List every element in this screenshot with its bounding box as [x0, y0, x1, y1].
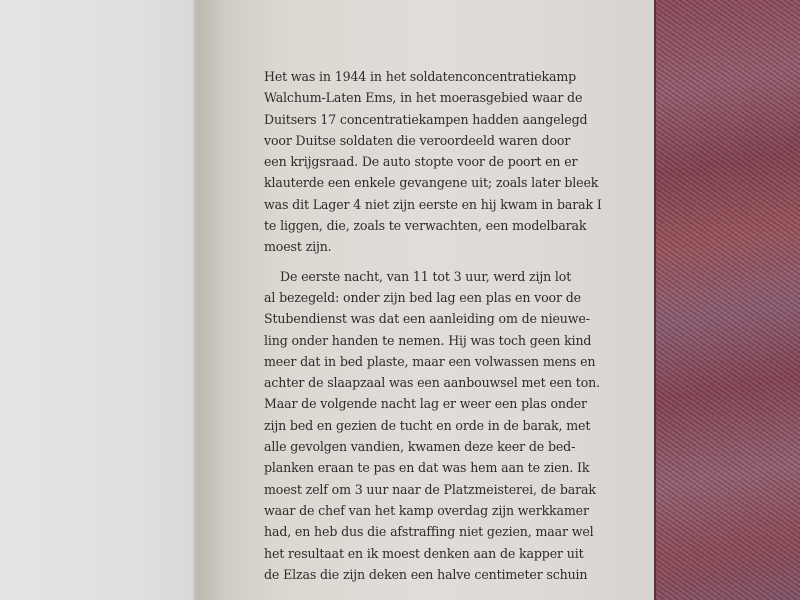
text-line: voor Duitse soldaten die veroordeeld waren door [264, 132, 571, 148]
text-line: te liggen, die, zoals te verwachten, een modelbarak [264, 218, 587, 234]
text-line: moest zelf om 3 uur naar de Platzmeisterei, de barak [264, 481, 596, 497]
text-line: meer dat in bed plaste, maar een volwassen mens en [264, 353, 596, 369]
text-line: klauterde een enkele gevangene uit; zoals later bleek [264, 175, 599, 191]
text-line: De eerste nacht, van 11 tot 3 uur, werd zijn lot [280, 268, 572, 284]
text-line: was dit Lager 4 niet zijn eerste en hij kwam in barak I [264, 196, 602, 212]
text-line: alle gevolgen vandien, kwamen deze keer de bed- [264, 439, 576, 455]
text-line: Stubendienst was dat een aanleiding om de nieuwe- [264, 311, 590, 327]
left-page-blank [0, 0, 196, 600]
text-line: ling onder handen te nemen. Hij was toch geen kind [264, 332, 592, 348]
text-line: een krijgsraad. De auto stopte voor de poort en er [264, 154, 578, 170]
paragraph-1 [264, 66, 602, 258]
text-line: Het was in 1944 in het soldatenconcentratiekamp [264, 69, 577, 84]
page-text [264, 66, 602, 585]
paragraph-gap [264, 258, 542, 266]
text-line: had, en heb dus die afstraffing niet gezien, maar wel [264, 524, 594, 540]
text-line: de Elzas die zijn deken een halve centimeter schuin [264, 566, 588, 582]
text-line: Duitsers 17 concentratiekampen hadden aangelegd [264, 111, 588, 127]
text-line: moest zijn. [264, 239, 332, 255]
text-line: Walchum-Laten Ems, in het moerasgebied waar de [264, 90, 583, 106]
text-line: waar de chef van het kamp overdag zijn werkkamer [264, 502, 589, 518]
text-line: planken eraan te pas en dat was hem aan te zien. Ik [264, 460, 590, 476]
text-line: al bezegeld: onder zijn bed lag een plas en voor de [264, 289, 581, 305]
text-line: Maar de volgende nacht lag er weer een plas onder [264, 396, 587, 412]
text-line: zijn bed en gezien de tucht en orde in de barak, met [264, 417, 591, 433]
paragraph-2 [264, 266, 600, 585]
text-line: achter de slaapzaal was een aanbouwsel met een ton. [264, 375, 600, 391]
woven-textile-background [654, 0, 800, 600]
text-line: het resultaat en ik moest denken aan de kapper uit [264, 545, 584, 561]
